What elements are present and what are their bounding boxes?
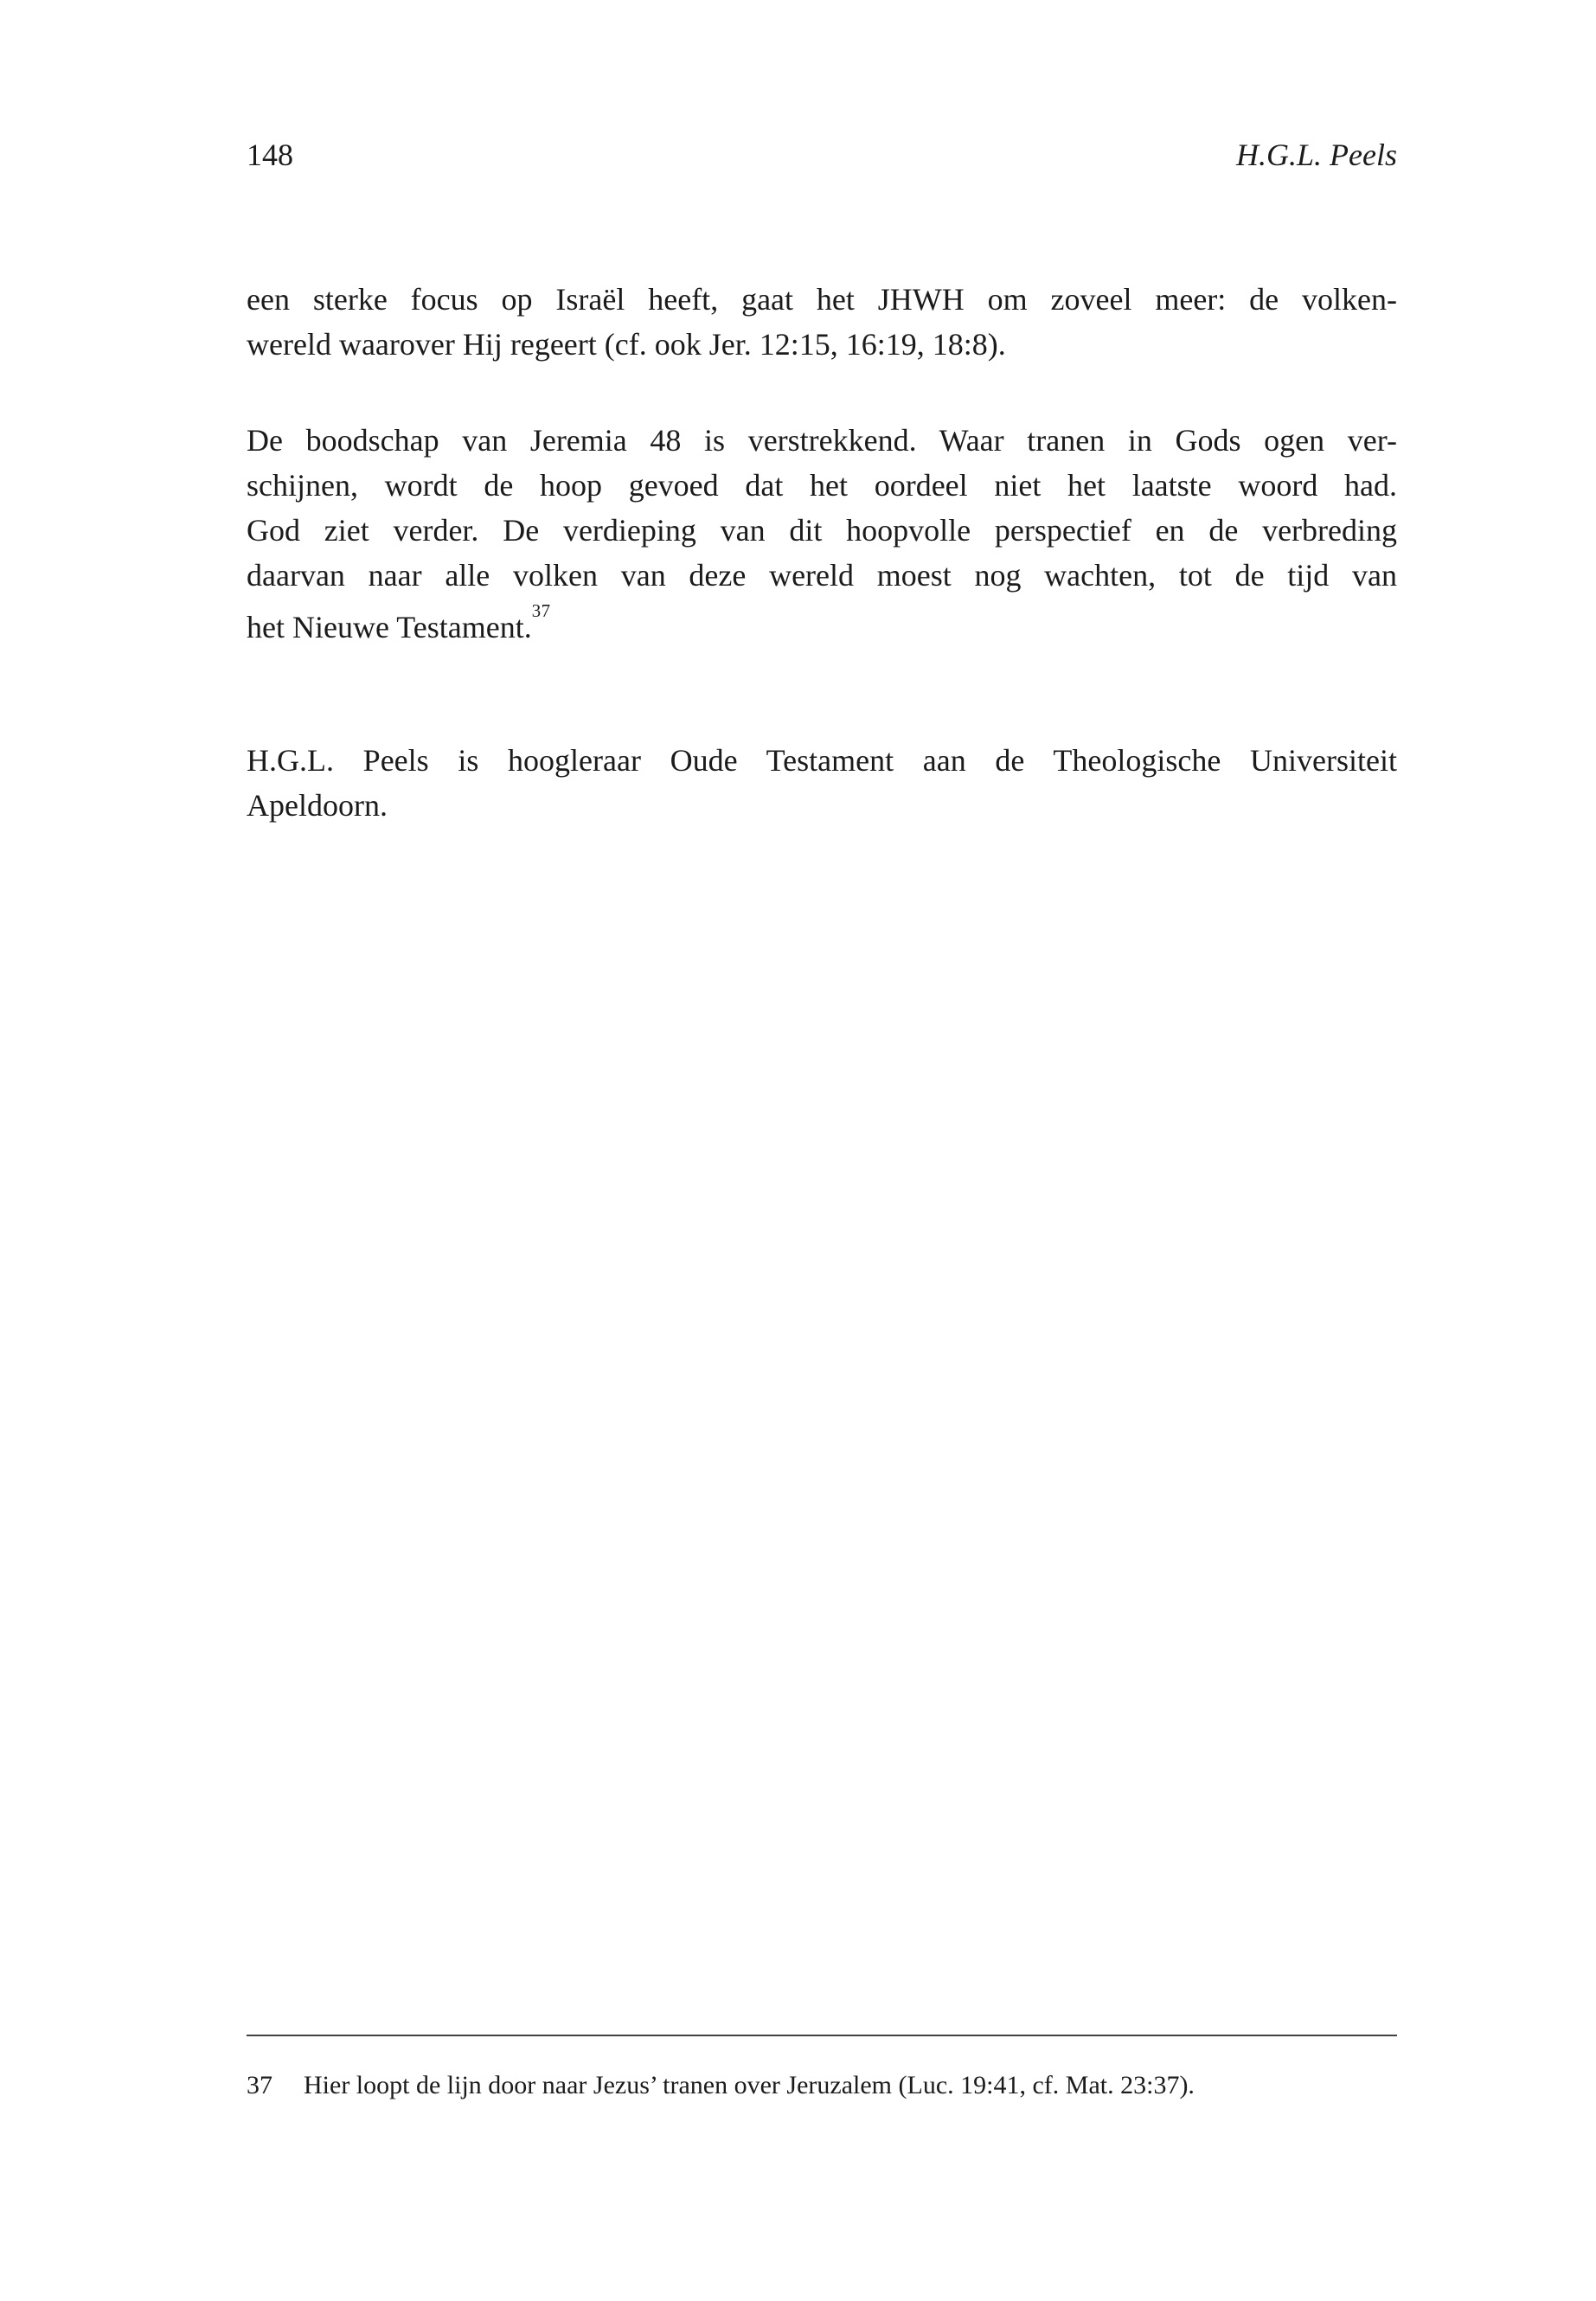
footnote-number: 37 xyxy=(247,2071,272,2099)
text-line xyxy=(247,598,1397,643)
footnote xyxy=(247,2067,1397,2104)
text-line: Apeldoorn. xyxy=(247,788,388,823)
text-line: wereld waarover Hij regeert (cf. ook Jer. 12:15, 16:19, 18:8). xyxy=(247,327,1006,362)
text-line: een sterke focus op Israël heeft, gaat het JHWH om zoveel meer: de volken- xyxy=(247,282,1397,317)
text-line: De boodschap van Jeremia 48 is verstrekkend. Waar tranen in Gods ogen ver- xyxy=(247,423,1397,458)
running-author: H.G.L. Peels xyxy=(1236,138,1397,172)
text-line: H.G.L. Peels is hoogleraar Oude Testament aan de Theologische Universiteit xyxy=(247,743,1397,778)
page-number: 148 xyxy=(247,138,293,172)
footnote-divider-rule xyxy=(247,2035,1397,2036)
running-header xyxy=(247,137,1397,173)
text-line: God ziet verder. De verdieping van dit hoopvolle perspectief en de verbreding xyxy=(247,513,1397,548)
text-line: daarvan naar alle volken van deze wereld moest nog wachten, tot de tijd van xyxy=(247,558,1397,593)
footnote-text: Hier loopt de lijn door naar Jezus’ tranen over Jeruzalem (Luc. 19:41, cf. Mat. 23:37). xyxy=(304,2071,1195,2099)
author-bio-paragraph xyxy=(247,738,1397,828)
text-line: schijnen, wordt de hoop gevoed dat het oordeel niet het laatste woord had. xyxy=(247,468,1397,503)
paragraph-2 xyxy=(247,418,1397,643)
footnote-reference-marker: 37 xyxy=(531,600,551,622)
text-line-fragment: het Nieuwe Testament. xyxy=(247,610,532,644)
paragraph-1 xyxy=(247,277,1397,367)
